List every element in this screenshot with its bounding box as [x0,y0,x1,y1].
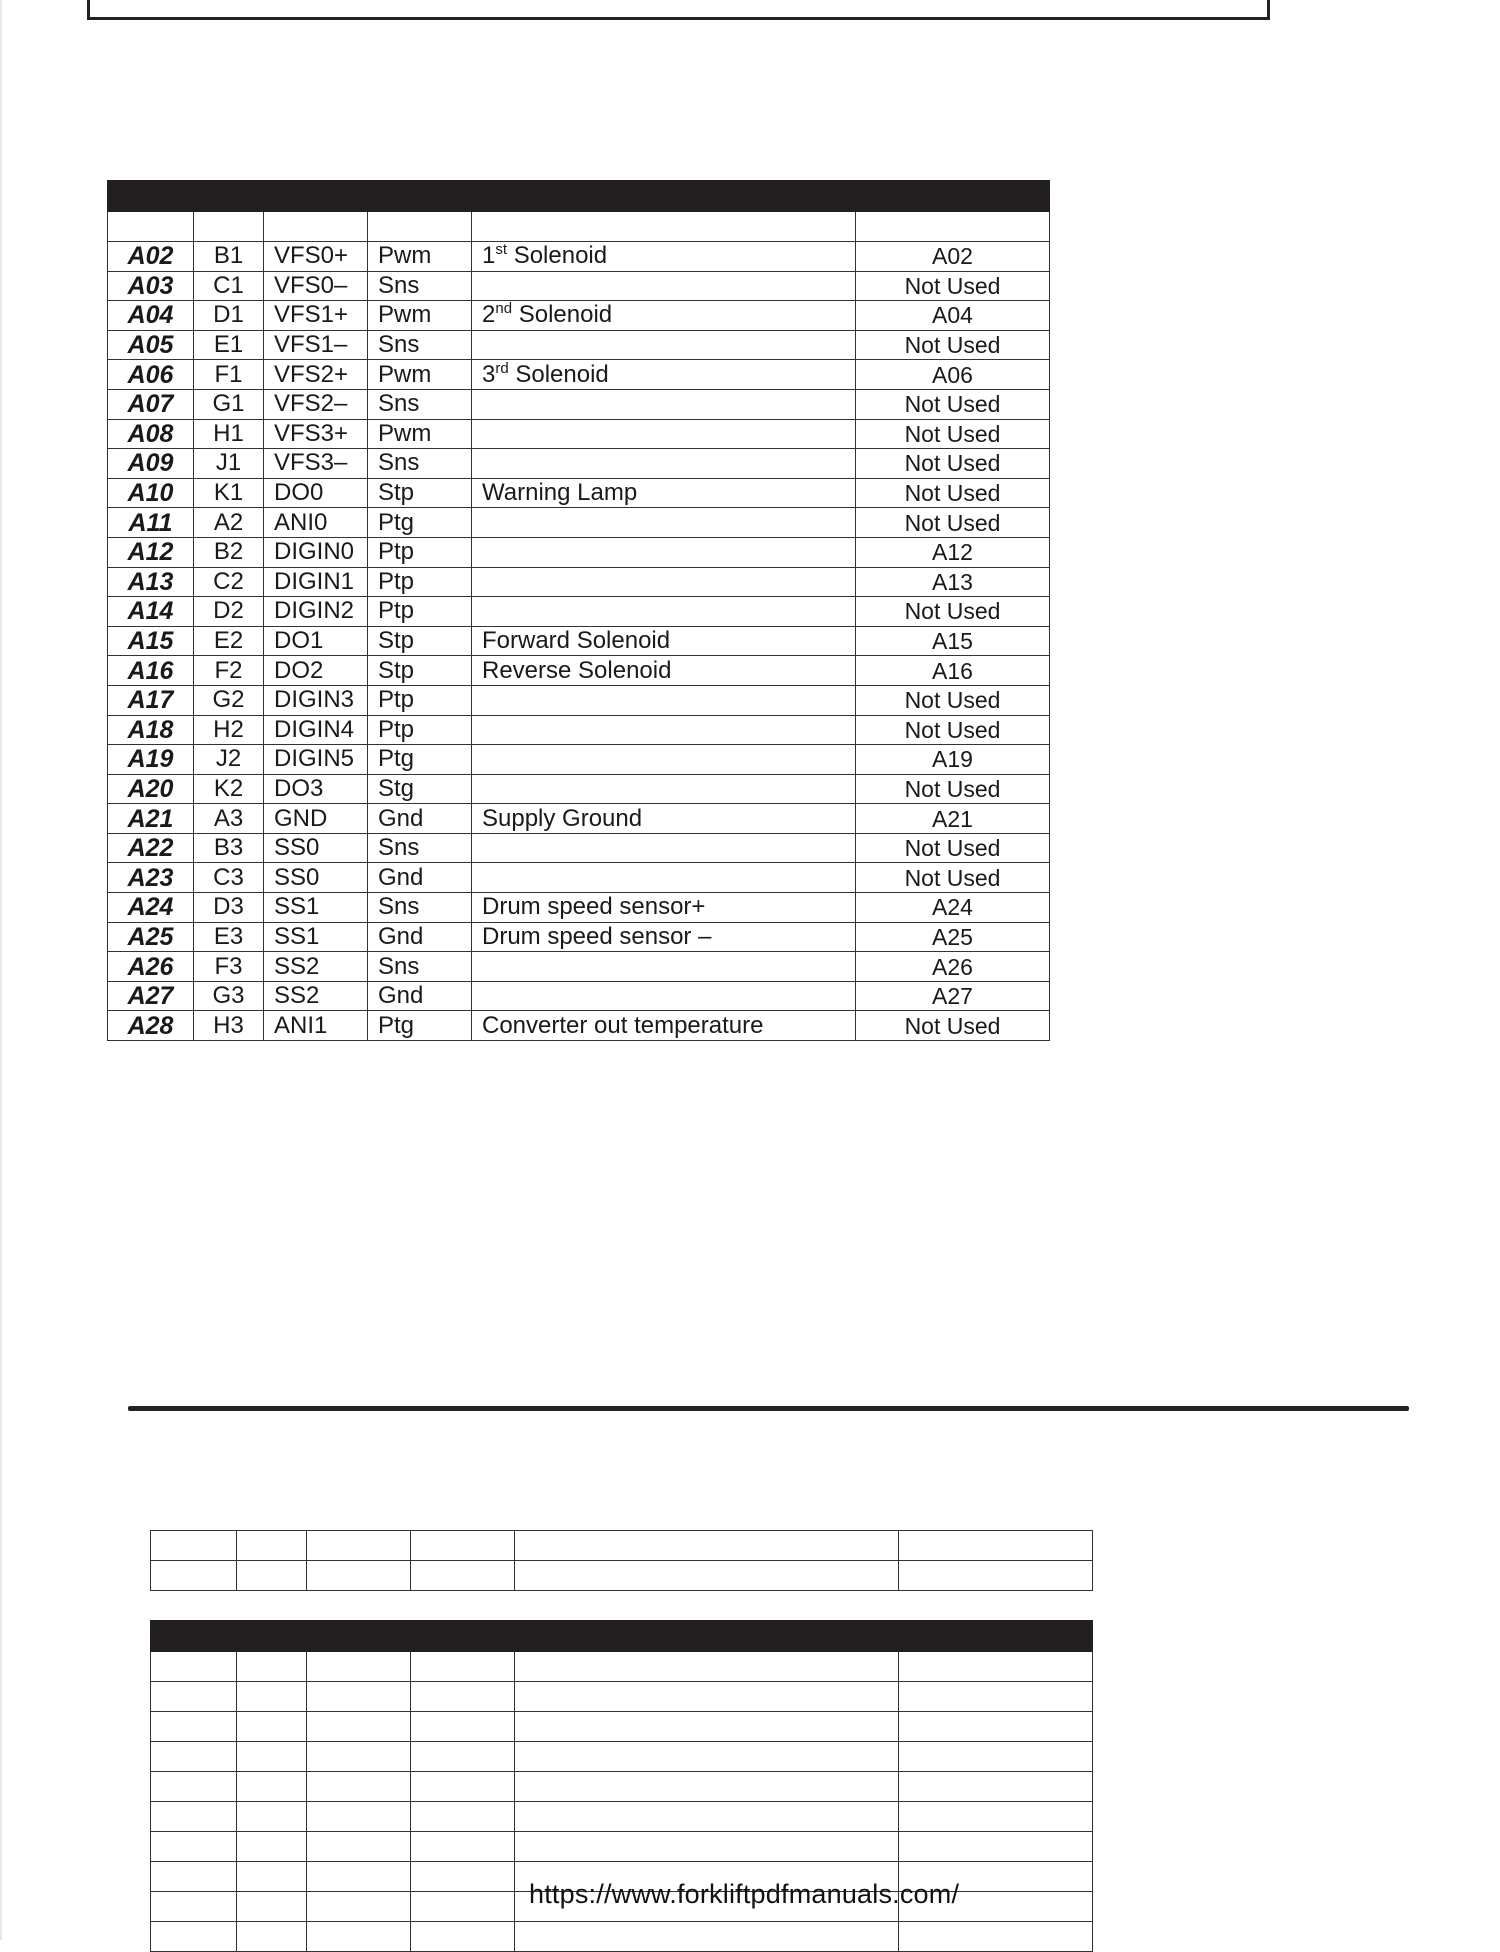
description-cell [472,774,856,804]
pin-cell: A27 [108,981,194,1011]
table-row [108,952,1050,982]
table-row [108,478,1050,508]
type-cell: Sns [368,952,472,982]
connector-cell: B1 [194,242,264,272]
signal-cell: DIGIN1 [264,567,368,597]
signal-cell: SS0 [264,833,368,863]
table-row [108,804,1050,834]
description-cell [472,478,856,508]
reference-cell: Not Used [856,774,1050,804]
reference-cell: Not Used [856,833,1050,863]
pin-cell: A26 [108,952,194,982]
type-cell: Pwm [368,360,472,390]
description-cell [472,656,856,686]
top-frame-box [87,0,1270,20]
description-text-rest: Solenoid [507,242,608,270]
table-row [108,271,1050,301]
description-text: Forward Solenoid [482,627,671,655]
pin-cell: A15 [108,626,194,656]
signal-cell: DO1 [264,626,368,656]
signal-cell: GND [264,804,368,834]
connector-cell: C1 [194,271,264,301]
description-cell [472,893,856,923]
table-row [108,685,1050,715]
signal-cell: DIGIN2 [264,597,368,627]
table-row [151,1682,1093,1712]
description-text: 1 [482,242,496,270]
table-row [108,567,1050,597]
table-row [108,863,1050,893]
table-row [108,656,1050,686]
pin-cell: A16 [108,656,194,686]
table-row [151,1652,1093,1682]
reference-cell: Not Used [856,478,1050,508]
signal-cell: VFS0– [264,271,368,301]
pin-cell: A19 [108,745,194,775]
type-cell: Ptp [368,537,472,567]
table-row [151,1772,1093,1802]
type-cell: Gnd [368,981,472,1011]
signal-cell: DIGIN3 [264,685,368,715]
pin-cell: A10 [108,478,194,508]
description-text: 2 [482,301,496,329]
table-row [108,419,1050,449]
reference-cell: A25 [856,922,1050,952]
reference-cell: A12 [856,537,1050,567]
connector-cell: E3 [194,922,264,952]
reference-cell: Not Used [856,271,1050,301]
description-text: Drum speed sensor – [482,922,712,950]
reference-cell: Not Used [856,508,1050,538]
description-text: Supply Ground [482,804,643,832]
table-row [108,449,1050,479]
connector-cell: E2 [194,626,264,656]
ordinal-suffix: nd [495,300,513,318]
description-cell [472,804,856,834]
reference-cell: Not Used [856,715,1050,745]
connector-cell: D1 [194,301,264,331]
type-cell: Pwm [368,301,472,331]
pin-cell: A14 [108,597,194,627]
page-edge [0,0,2,1940]
description-text: Reverse Solenoid [482,656,672,684]
connector-cell: F1 [194,360,264,390]
connector-cell: C3 [194,863,264,893]
type-cell: Gnd [368,863,472,893]
signal-cell: VFS0+ [264,242,368,272]
table-row [108,745,1050,775]
signal-cell: ANI1 [264,1011,368,1041]
description-cell [472,301,856,331]
table-row [151,1742,1093,1772]
description-cell [472,981,856,1011]
type-cell: Ptp [368,685,472,715]
table-row [108,389,1050,419]
pin-cell: A08 [108,419,194,449]
reference-cell: Not Used [856,389,1050,419]
connector-cell: D2 [194,597,264,627]
reference-cell: A19 [856,745,1050,775]
type-cell: Gnd [368,922,472,952]
connector-cell: H3 [194,1011,264,1041]
connector-cell: B2 [194,537,264,567]
ordinal-suffix: st [495,241,508,259]
description-cell [472,271,856,301]
pin-cell: A25 [108,922,194,952]
table-row [108,922,1050,952]
pin-cell: A24 [108,893,194,923]
table-row [108,833,1050,863]
connector-cell: B3 [194,833,264,863]
pin-cell: A22 [108,833,194,863]
table-column-heading-row [108,212,1050,242]
type-cell: Ptg [368,1011,472,1041]
connector-cell: C2 [194,567,264,597]
signal-cell: VFS3+ [264,419,368,449]
table-row [108,774,1050,804]
pin-cell: A09 [108,449,194,479]
description-cell [472,597,856,627]
type-cell: Sns [368,330,472,360]
signal-cell: ANI0 [264,508,368,538]
signal-cell: DIGIN0 [264,537,368,567]
pin-cell: A04 [108,301,194,331]
type-cell: Ptg [368,745,472,775]
signal-cell: VFS3– [264,449,368,479]
table-row [108,330,1050,360]
source-url: https://www.forkliftpdfmanuals.com/ [529,1879,960,1909]
pin-cell: A07 [108,389,194,419]
pin-cell: A02 [108,242,194,272]
description-cell [472,685,856,715]
description-cell [472,952,856,982]
pin-cell: A20 [108,774,194,804]
connector-cell: G3 [194,981,264,1011]
reference-cell: A24 [856,893,1050,923]
signal-cell: VFS2+ [264,360,368,390]
connector-cell: G1 [194,389,264,419]
type-cell: Sns [368,449,472,479]
reference-cell: A26 [856,952,1050,982]
description-cell [472,626,856,656]
type-cell: Sns [368,833,472,863]
type-cell: Sns [368,893,472,923]
signal-cell: SS2 [264,981,368,1011]
type-cell: Stp [368,626,472,656]
signal-cell: DIGIN5 [264,745,368,775]
description-text: Converter out temperature [482,1011,764,1039]
description-cell [472,449,856,479]
description-cell [472,715,856,745]
description-cell [472,922,856,952]
connector-cell: F2 [194,656,264,686]
pin-cell: A23 [108,863,194,893]
table-row [108,893,1050,923]
signal-cell: DIGIN4 [264,715,368,745]
description-text-rest: Solenoid [512,301,613,329]
pin-cell: A03 [108,271,194,301]
signal-cell: SS1 [264,922,368,952]
reference-cell: Not Used [856,863,1050,893]
type-cell: Gnd [368,804,472,834]
table-header-bar [151,1621,1093,1652]
connector-cell: J2 [194,745,264,775]
connector-cell: F3 [194,952,264,982]
table-row [108,626,1050,656]
pin-cell: A17 [108,685,194,715]
connector-cell: K2 [194,774,264,804]
type-cell: Pwm [368,419,472,449]
connector-cell: D3 [194,893,264,923]
table-row [151,1802,1093,1832]
connector-cell: J1 [194,449,264,479]
signal-cell: DO2 [264,656,368,686]
description-text: Drum speed sensor+ [482,893,706,921]
reference-cell: Not Used [856,597,1050,627]
reference-cell: A13 [856,567,1050,597]
reference-cell: A04 [856,301,1050,331]
table-row [108,715,1050,745]
reference-cell: A16 [856,656,1050,686]
connector-cell: A3 [194,804,264,834]
signal-cell: VFS2– [264,389,368,419]
table-row [151,1922,1093,1952]
pinout-table [107,180,1050,1041]
description-cell [472,242,856,272]
type-cell: Ptp [368,597,472,627]
type-cell: Stp [368,656,472,686]
blank-table-small [150,1530,1093,1591]
table-row [108,537,1050,567]
description-cell [472,745,856,775]
table-row [108,360,1050,390]
ordinal-suffix: rd [495,359,509,377]
connector-cell: K1 [194,478,264,508]
pin-cell: A28 [108,1011,194,1041]
description-cell [472,419,856,449]
pin-cell: A12 [108,537,194,567]
signal-cell: DO0 [264,478,368,508]
signal-cell: VFS1+ [264,301,368,331]
table-row [108,508,1050,538]
table-row [151,1531,1093,1561]
reference-cell: A06 [856,360,1050,390]
reference-cell: Not Used [856,419,1050,449]
table-row [151,1832,1093,1862]
description-cell [472,1011,856,1041]
type-cell: Sns [368,389,472,419]
signal-cell: VFS1– [264,330,368,360]
table-row [108,1011,1050,1041]
type-cell: Stg [368,774,472,804]
description-cell [472,330,856,360]
connector-cell: E1 [194,330,264,360]
table-row [151,1712,1093,1742]
section-divider [128,1406,1409,1411]
description-text-rest: Solenoid [508,360,609,388]
type-cell: Stp [368,478,472,508]
type-cell: Ptp [368,715,472,745]
reference-cell: Not Used [856,330,1050,360]
pin-cell: A13 [108,567,194,597]
description-text: Warning Lamp [482,479,638,507]
reference-cell: A15 [856,626,1050,656]
reference-cell: Not Used [856,1011,1050,1041]
type-cell: Ptg [368,508,472,538]
table-row [108,242,1050,272]
pin-cell: A21 [108,804,194,834]
description-cell [472,567,856,597]
table-row [108,981,1050,1011]
description-cell [472,360,856,390]
table-row [108,301,1050,331]
description-cell [472,508,856,538]
description-text: 3 [482,360,496,388]
connector-cell: H1 [194,419,264,449]
reference-cell: A21 [856,804,1050,834]
description-cell [472,833,856,863]
table-header-bar [108,181,1050,212]
connector-cell: G2 [194,685,264,715]
connector-cell: A2 [194,508,264,538]
reference-cell: A02 [856,242,1050,272]
table-row [108,597,1050,627]
pin-cell: A05 [108,330,194,360]
signal-cell: SS2 [264,952,368,982]
pin-cell: A11 [108,508,194,538]
description-cell [472,389,856,419]
type-cell: Sns [368,271,472,301]
type-cell: Pwm [368,242,472,272]
table-row [151,1561,1093,1591]
reference-cell: A27 [856,981,1050,1011]
pin-cell: A06 [108,360,194,390]
signal-cell: SS1 [264,893,368,923]
description-cell [472,537,856,567]
connector-cell: H2 [194,715,264,745]
pin-cell: A18 [108,715,194,745]
description-cell [472,863,856,893]
signal-cell: SS0 [264,863,368,893]
reference-cell: Not Used [856,685,1050,715]
signal-cell: DO3 [264,774,368,804]
reference-cell: Not Used [856,449,1050,479]
type-cell: Ptp [368,567,472,597]
